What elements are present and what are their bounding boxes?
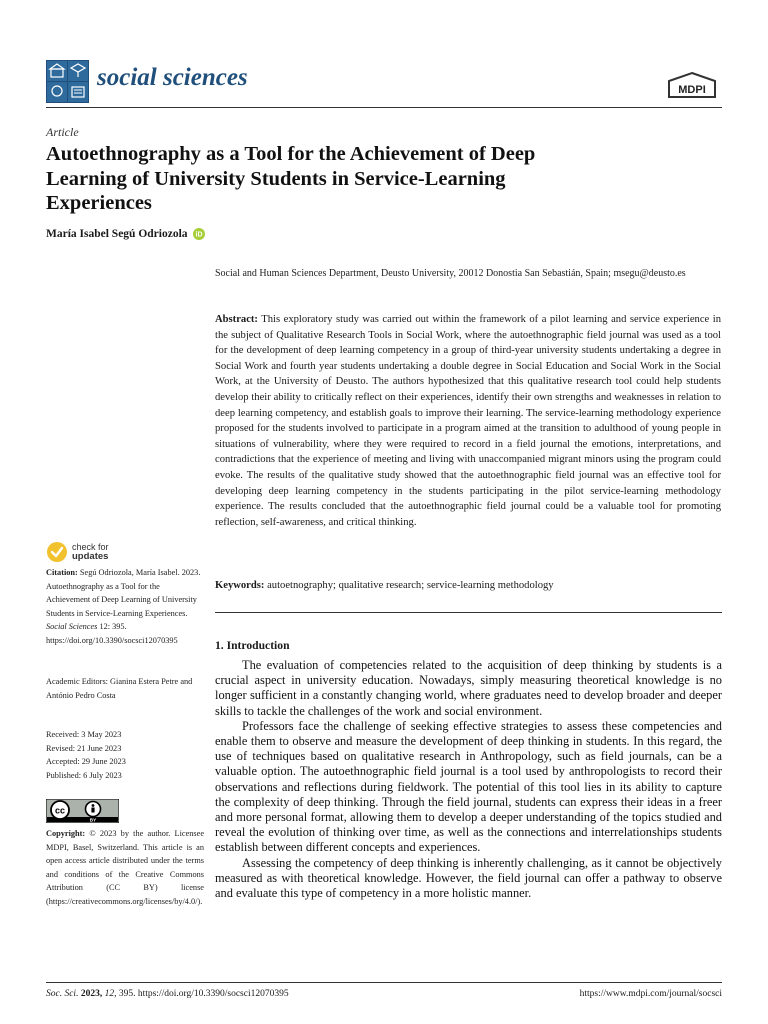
mdpi-logo [665, 71, 719, 101]
abstract-label: Abstract: [215, 314, 258, 325]
author-name: María Isabel Segú Odriozola [46, 228, 188, 240]
date-accepted: Accepted: 29 June 2023 [46, 757, 126, 767]
footer-doi[interactable]: 395. https://doi.org/10.3390/socsci12070395 [118, 989, 289, 999]
svg-text:iD: iD [195, 231, 203, 239]
keywords-label: Keywords: [215, 580, 265, 591]
body-text [215, 658, 722, 901]
check-updates-line2: updates [72, 551, 109, 562]
body-paragraph: Assessing the competency of deep thinking is inherently challenging, as it cannot be objectively measured as with theoretical knowledge. However, the field journal can offer a pathway to observe and evaluate this type of competency in a more holistic manner. [215, 855, 722, 901]
keywords [215, 578, 721, 593]
footer-journal-url[interactable]: https://www.mdpi.com/journal/socsci [579, 989, 722, 999]
copyright-block [46, 827, 204, 909]
footer-year: 2023, [80, 989, 103, 999]
date-published: Published: 6 July 2023 [46, 770, 122, 780]
citation-journal: Social Sciences [46, 622, 98, 632]
article-title: Autoethnography as a Tool for the Achievement of Deep Learning of University Students in Service-Learning Experiences [46, 143, 536, 214]
affiliation: Social and Human Sciences Department, Deusto University, 20012 Donostia San Sebastián, Spain; msegu@deusto.es [215, 268, 686, 279]
license-badge-label: BY [89, 817, 97, 823]
check-updates-line1: check for [72, 541, 109, 552]
footer-journal-abbrev: Soc. Sci. [46, 989, 79, 999]
date-received: Received: 3 May 2023 [46, 730, 122, 739]
citation-block [46, 566, 204, 648]
orcid-icon[interactable] [193, 228, 205, 240]
date-revised: Revised: 21 June 2023 [46, 743, 122, 753]
abstract [215, 312, 721, 530]
cc-by-license-badge[interactable] [46, 799, 119, 823]
check-updates-text [72, 543, 109, 562]
keywords-text: autoetnography; qualitative research; service-learning methodology [267, 580, 554, 591]
footer-volume: 12, [104, 989, 117, 999]
copyright-text: © 2023 by the author. Licensee MDPI, Basel, Switzerland. This article is an open access article distributed under the terms and conditions of the Creative Commons Attribution (CC BY) license (https://creativecommons.org/licenses/by/4.0/). [46, 829, 204, 906]
header-divider [46, 107, 722, 108]
keywords-divider [215, 612, 722, 613]
citation-text: Segú Odriozola, María Isabel. 2023. Autoethnography as a Tool for the Achievement of Deep Learning of University Students in Service-Learning Experiences. [46, 568, 201, 618]
footer-citation [46, 989, 289, 999]
article-type: Article [46, 125, 79, 139]
check-updates-icon [46, 541, 68, 563]
abstract-text: This exploratory study was carried out within the framework of a pilot learning and service experience in the subject of Qualitative Research Tools in Social Work, where the autoethnographic field journal was used as a tool for the development of deep learning competency in a group of third-year university students undertaking a degree in Social Work and fourth year students undertaking a double degree in Social Education and Social Work in the Social Work, at the University of Deusto. The authors hypothesized that this qualitative research tool could help students develop their ability to critically reflect on their experiences, identify their own strengths and weaknesses in relation to deep learning competency, and establish goals to improve their learning. The service-learning methodology experience proposed for the students involved to participate in a program aimed at the transition to adulthood of young people in situations of vulnerability, where they were required to record in a field journal the emotions, interpretations, and contradictions that the experience of meeting and living with unaccompanied migrant minors using the program could evoke. The results of the qualitative study showed that the autoethnographic field journal was an effective tool for developing deep learning competency in the students participating in the pilot service-learning methodology experience. The results concluded that the autoethnographic field journal could be a valuable tool for promoting reflection, self-awareness, and critical thinking. [215, 314, 721, 528]
journal-name: social sciences [97, 64, 248, 91]
academic-editors: Academic Editors: Gianina Estera Petre and António Pedro Costa [46, 677, 193, 700]
check-for-updates-button[interactable] [46, 541, 109, 563]
footer-divider [46, 982, 722, 983]
body-paragraph: The evaluation of competencies related to the acquisition of deep thinking by students is a crucial aspect in university education. Nowadays, simply measuring theoretical knowledge is no longer sufficient in a constantly changing world, where graduates need to develop broader and deeper skills to tackle the challenges of the work and social environment. [215, 658, 722, 718]
citation-doi[interactable]: 12: 395. https://doi.org/10.3390/socsci12070395 [46, 622, 178, 645]
journal-logo [46, 60, 89, 103]
section-heading: 1. Introduction [215, 639, 290, 652]
article-dates [46, 728, 204, 782]
svg-text:cc: cc [54, 805, 66, 816]
copyright-label: Copyright: [46, 829, 86, 838]
body-paragraph: Professors face the challenge of seeking effective strategies to assess these competencies and enable them to observe and measure the development of deep thinking in students. In this regard, the use of techniques based on qualitative research in Anthropology, such as field journals, can be a valuable option. The autoethnographic field journal is a tool used by anthropologists to record their observations and reflections during fieldwork. The potential of this tool lies in its ability to capture the complexity of deep thinking. Through the field journal, students can express their ideas in a freer and more personal format, allowing them to develop a deeper understanding of the topics studied and reveal the evolution of thinking over time, as well as the connections and interrelationships students establish between different concepts and experiences. [215, 718, 722, 855]
author-line [46, 228, 205, 240]
citation-label: Citation: [46, 568, 78, 577]
publisher-name: MDPI [678, 84, 706, 96]
